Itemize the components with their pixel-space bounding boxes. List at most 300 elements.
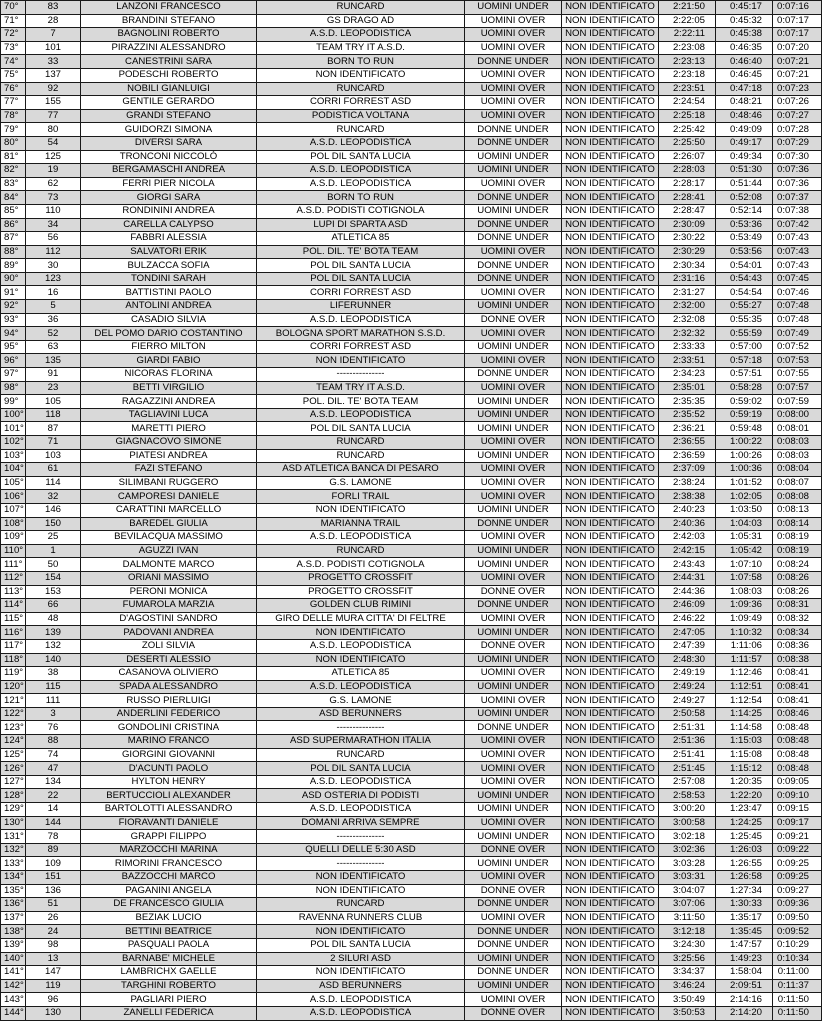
cell-team: POL. DIL. TE' BOTA TEAM	[257, 245, 465, 259]
cell-team: MARIANNA TRAIL	[257, 517, 465, 531]
cell-category: DONNE UNDER	[465, 966, 562, 980]
cell-finish-time: 2:58:53	[659, 789, 716, 803]
cell-gap-time: 1:26:03	[716, 843, 773, 857]
cell-pace: 0:08:03	[773, 449, 822, 463]
cell-subcategory: NON IDENTIFICATO	[562, 259, 659, 273]
cell-pace: 0:07:30	[773, 150, 822, 164]
cell-pace: 0:08:08	[773, 490, 822, 504]
cell-gap-time: 1:23:47	[716, 803, 773, 817]
cell-athlete-name: NICORAS FLORINA	[81, 368, 257, 382]
cell-athlete-name: CANESTRINI SARA	[81, 55, 257, 69]
cell-bib: 14	[26, 803, 81, 817]
cell-subcategory: NON IDENTIFICATO	[562, 571, 659, 585]
cell-category: UOMINI OVER	[465, 476, 562, 490]
cell-position: 90°	[1, 272, 26, 286]
table-row	[1, 721, 822, 735]
table-row	[1, 272, 822, 286]
cell-bib: 7	[26, 28, 81, 42]
cell-position: 75°	[1, 68, 26, 82]
cell-pace: 0:10:29	[773, 938, 822, 952]
cell-pace: 0:09:36	[773, 898, 822, 912]
cell-subcategory: NON IDENTIFICATO	[562, 381, 659, 395]
cell-finish-time: 2:57:08	[659, 775, 716, 789]
cell-category: UOMINI UNDER	[465, 150, 562, 164]
cell-gap-time: 1:14:58	[716, 721, 773, 735]
cell-subcategory: NON IDENTIFICATO	[562, 82, 659, 96]
cell-subcategory: NON IDENTIFICATO	[562, 762, 659, 776]
cell-category: UOMINI OVER	[465, 41, 562, 55]
cell-position: 116°	[1, 626, 26, 640]
cell-bib: 119	[26, 979, 81, 993]
cell-gap-time: 0:53:56	[716, 245, 773, 259]
table-row	[1, 245, 822, 259]
cell-bib: 98	[26, 938, 81, 952]
cell-athlete-name: TRONCONI NICCOLÒ	[81, 150, 257, 164]
cell-subcategory: NON IDENTIFICATO	[562, 476, 659, 490]
cell-subcategory: NON IDENTIFICATO	[562, 952, 659, 966]
table-row	[1, 503, 822, 517]
cell-bib: 118	[26, 408, 81, 422]
cell-pace: 0:07:49	[773, 327, 822, 341]
cell-team: TEAM TRY IT A.S.D.	[257, 381, 465, 395]
table-row	[1, 123, 822, 137]
cell-gap-time: 0:54:01	[716, 259, 773, 273]
cell-bib: 132	[26, 639, 81, 653]
cell-team: BORN TO RUN	[257, 55, 465, 69]
cell-subcategory: NON IDENTIFICATO	[562, 938, 659, 952]
table-row	[1, 436, 822, 450]
cell-gap-time: 1:15:08	[716, 748, 773, 762]
cell-athlete-name: GRAPPI FILIPPO	[81, 830, 257, 844]
table-row	[1, 490, 822, 504]
cell-bib: 80	[26, 123, 81, 137]
cell-position: 95°	[1, 340, 26, 354]
cell-team: RUNCARD	[257, 449, 465, 463]
cell-category: DONNE UNDER	[465, 191, 562, 205]
cell-gap-time: 1:26:55	[716, 857, 773, 871]
cell-gap-time: 0:55:35	[716, 313, 773, 327]
cell-gap-time: 1:10:32	[716, 626, 773, 640]
cell-position: 141°	[1, 966, 26, 980]
cell-athlete-name: BARTOLOTTI ALESSANDRO	[81, 803, 257, 817]
cell-bib: 137	[26, 68, 81, 82]
cell-team: RUNCARD	[257, 898, 465, 912]
cell-finish-time: 2:30:22	[659, 232, 716, 246]
cell-athlete-name: LAMBRICHX GAELLE	[81, 966, 257, 980]
cell-athlete-name: FIORAVANTI DANIELE	[81, 816, 257, 830]
cell-subcategory: NON IDENTIFICATO	[562, 789, 659, 803]
cell-athlete-name: SALVATORI ERIK	[81, 245, 257, 259]
cell-subcategory: NON IDENTIFICATO	[562, 340, 659, 354]
cell-team: ATLETICA 85	[257, 667, 465, 681]
cell-bib: 61	[26, 463, 81, 477]
cell-finish-time: 3:12:18	[659, 925, 716, 939]
cell-finish-time: 2:35:52	[659, 408, 716, 422]
cell-bib: 101	[26, 41, 81, 55]
cell-gap-time: 1:11:57	[716, 653, 773, 667]
cell-subcategory: NON IDENTIFICATO	[562, 612, 659, 626]
cell-gap-time: 1:07:10	[716, 558, 773, 572]
cell-gap-time: 0:52:08	[716, 191, 773, 205]
cell-position: 120°	[1, 680, 26, 694]
cell-pace: 0:08:48	[773, 762, 822, 776]
cell-pace: 0:08:36	[773, 639, 822, 653]
cell-finish-time: 2:30:09	[659, 218, 716, 232]
table-row	[1, 14, 822, 28]
cell-gap-time: 0:55:27	[716, 300, 773, 314]
cell-athlete-name: BERTUCCIOLI ALEXANDER	[81, 789, 257, 803]
cell-category: UOMINI UNDER	[465, 1, 562, 15]
cell-category: UOMINI OVER	[465, 762, 562, 776]
cell-category: DONNE UNDER	[465, 517, 562, 531]
cell-gap-time: 0:55:59	[716, 327, 773, 341]
cell-team: A.S.D. LEOPODISTICA	[257, 28, 465, 42]
cell-pace: 0:08:48	[773, 748, 822, 762]
cell-team: GIRO DELLE MURA CITTA' DI FELTRE	[257, 612, 465, 626]
table-row	[1, 1006, 822, 1020]
cell-category: UOMINI OVER	[465, 871, 562, 885]
table-row	[1, 408, 822, 422]
cell-athlete-name: TONDINI SARAH	[81, 272, 257, 286]
cell-category: UOMINI UNDER	[465, 164, 562, 178]
cell-bib: 36	[26, 313, 81, 327]
cell-gap-time: 1:26:58	[716, 871, 773, 885]
cell-position: 143°	[1, 993, 26, 1007]
cell-bib: 47	[26, 762, 81, 776]
cell-category: UOMINI OVER	[465, 490, 562, 504]
cell-position: 124°	[1, 735, 26, 749]
cell-bib: 130	[26, 1006, 81, 1020]
cell-team: NON IDENTIFICATO	[257, 503, 465, 517]
cell-team: NON IDENTIFICATO	[257, 626, 465, 640]
cell-pace: 0:08:38	[773, 653, 822, 667]
cell-gap-time: 1:03:50	[716, 503, 773, 517]
cell-bib: 23	[26, 381, 81, 395]
cell-team: A.S.D. LEOPODISTICA	[257, 408, 465, 422]
cell-finish-time: 2:33:51	[659, 354, 716, 368]
cell-pace: 0:07:52	[773, 340, 822, 354]
cell-bib: 147	[26, 966, 81, 980]
cell-position: 131°	[1, 830, 26, 844]
cell-finish-time: 2:32:00	[659, 300, 716, 314]
cell-finish-time: 2:36:55	[659, 436, 716, 450]
cell-subcategory: NON IDENTIFICATO	[562, 150, 659, 164]
cell-pace: 0:07:46	[773, 286, 822, 300]
cell-position: 118°	[1, 653, 26, 667]
cell-finish-time: 2:35:35	[659, 395, 716, 409]
cell-gap-time: 0:49:17	[716, 136, 773, 150]
cell-category: UOMINI UNDER	[465, 789, 562, 803]
cell-subcategory: NON IDENTIFICATO	[562, 55, 659, 69]
cell-athlete-name: FERRI PIER NICOLA	[81, 177, 257, 191]
cell-pace: 0:09:27	[773, 884, 822, 898]
cell-bib: 92	[26, 82, 81, 96]
table-row	[1, 422, 822, 436]
cell-team: ---------------	[257, 368, 465, 382]
cell-position: 121°	[1, 694, 26, 708]
cell-gap-time: 1:22:20	[716, 789, 773, 803]
cell-team: ATLETICA 85	[257, 232, 465, 246]
cell-team: A.S.D. LEOPODISTICA	[257, 639, 465, 653]
cell-category: DONNE UNDER	[465, 55, 562, 69]
cell-category: UOMINI UNDER	[465, 626, 562, 640]
cell-finish-time: 3:03:28	[659, 857, 716, 871]
cell-bib: 1	[26, 544, 81, 558]
cell-finish-time: 2:26:07	[659, 150, 716, 164]
cell-category: UOMINI UNDER	[465, 680, 562, 694]
cell-position: 115°	[1, 612, 26, 626]
cell-team: PROGETTO CROSSFIT	[257, 585, 465, 599]
cell-subcategory: NON IDENTIFICATO	[562, 667, 659, 681]
cell-bib: 25	[26, 531, 81, 545]
cell-category: UOMINI OVER	[465, 463, 562, 477]
cell-subcategory: NON IDENTIFICATO	[562, 993, 659, 1007]
cell-position: 144°	[1, 1006, 26, 1020]
cell-category: UOMINI OVER	[465, 286, 562, 300]
table-row	[1, 707, 822, 721]
cell-bib: 87	[26, 422, 81, 436]
cell-athlete-name: D'AGOSTINI SANDRO	[81, 612, 257, 626]
cell-bib: 96	[26, 993, 81, 1007]
cell-position: 86°	[1, 218, 26, 232]
cell-gap-time: 0:51:30	[716, 164, 773, 178]
cell-position: 113°	[1, 585, 26, 599]
cell-subcategory: NON IDENTIFICATO	[562, 28, 659, 42]
cell-position: 73°	[1, 41, 26, 55]
cell-category: UOMINI OVER	[465, 436, 562, 450]
cell-bib: 3	[26, 707, 81, 721]
cell-category: DONNE UNDER	[465, 136, 562, 150]
cell-pace: 0:07:59	[773, 395, 822, 409]
cell-pace: 0:10:34	[773, 952, 822, 966]
cell-category: DONNE UNDER	[465, 123, 562, 137]
cell-athlete-name: GIAGNACOVO SIMONE	[81, 436, 257, 450]
cell-bib: 54	[26, 136, 81, 150]
cell-athlete-name: RAGAZZINI ANDREA	[81, 395, 257, 409]
cell-bib: 154	[26, 571, 81, 585]
cell-category: UOMINI OVER	[465, 993, 562, 1007]
cell-position: 139°	[1, 938, 26, 952]
cell-pace: 0:08:01	[773, 422, 822, 436]
cell-subcategory: NON IDENTIFICATO	[562, 232, 659, 246]
cell-gap-time: 2:09:51	[716, 979, 773, 993]
cell-position: 108°	[1, 517, 26, 531]
cell-bib: 74	[26, 748, 81, 762]
cell-finish-time: 2:28:41	[659, 191, 716, 205]
cell-position: 133°	[1, 857, 26, 871]
cell-finish-time: 2:32:32	[659, 327, 716, 341]
cell-team: TEAM TRY IT A.S.D.	[257, 41, 465, 55]
cell-finish-time: 2:28:17	[659, 177, 716, 191]
cell-subcategory: NON IDENTIFICATO	[562, 449, 659, 463]
cell-position: 98°	[1, 381, 26, 395]
table-row	[1, 694, 822, 708]
cell-category: UOMINI OVER	[465, 354, 562, 368]
cell-subcategory: NON IDENTIFICATO	[562, 1, 659, 15]
table-row	[1, 585, 822, 599]
cell-gap-time: 0:59:19	[716, 408, 773, 422]
cell-athlete-name: GIORGI SARA	[81, 191, 257, 205]
cell-bib: 88	[26, 735, 81, 749]
table-row	[1, 898, 822, 912]
cell-subcategory: NON IDENTIFICATO	[562, 463, 659, 477]
cell-subcategory: NON IDENTIFICATO	[562, 544, 659, 558]
cell-position: 70°	[1, 1, 26, 15]
table-row	[1, 259, 822, 273]
cell-team: RUNCARD	[257, 1, 465, 15]
cell-athlete-name: BATTISTINI PAOLO	[81, 286, 257, 300]
cell-pace: 0:09:25	[773, 857, 822, 871]
cell-pace: 0:07:48	[773, 300, 822, 314]
cell-finish-time: 2:42:15	[659, 544, 716, 558]
cell-athlete-name: GIARDI FABIO	[81, 354, 257, 368]
cell-pace: 0:07:45	[773, 272, 822, 286]
cell-bib: 123	[26, 272, 81, 286]
cell-bib: 153	[26, 585, 81, 599]
cell-gap-time: 0:49:09	[716, 123, 773, 137]
cell-team: ---------------	[257, 830, 465, 844]
cell-pace: 0:11:50	[773, 1006, 822, 1020]
cell-subcategory: NON IDENTIFICATO	[562, 395, 659, 409]
cell-pace: 0:07:17	[773, 14, 822, 28]
cell-team: POL DIL SANTA LUCIA	[257, 272, 465, 286]
cell-pace: 0:08:31	[773, 599, 822, 613]
cell-category: UOMINI OVER	[465, 68, 562, 82]
cell-bib: 52	[26, 327, 81, 341]
cell-gap-time: 0:51:44	[716, 177, 773, 191]
cell-team: CORRI FORREST ASD	[257, 286, 465, 300]
cell-finish-time: 2:21:50	[659, 1, 716, 15]
cell-bib: 19	[26, 164, 81, 178]
cell-category: UOMINI UNDER	[465, 653, 562, 667]
cell-bib: 56	[26, 232, 81, 246]
cell-team: NON IDENTIFICATO	[257, 871, 465, 885]
table-row	[1, 449, 822, 463]
cell-gap-time: 1:24:25	[716, 816, 773, 830]
cell-athlete-name: CASANOVA OLIVIERO	[81, 667, 257, 681]
cell-position: 87°	[1, 232, 26, 246]
cell-finish-time: 2:23:08	[659, 41, 716, 55]
cell-athlete-name: CARELLA CALYPSO	[81, 218, 257, 232]
cell-finish-time: 2:49:19	[659, 667, 716, 681]
cell-position: 94°	[1, 327, 26, 341]
cell-athlete-name: ZOLI SILVIA	[81, 639, 257, 653]
cell-athlete-name: PASQUALI PAOLA	[81, 938, 257, 952]
cell-bib: 30	[26, 259, 81, 273]
cell-team: FORLI TRAIL	[257, 490, 465, 504]
cell-position: 134°	[1, 871, 26, 885]
table-row	[1, 639, 822, 653]
cell-pace: 0:07:20	[773, 41, 822, 55]
cell-position: 106°	[1, 490, 26, 504]
cell-finish-time: 3:04:07	[659, 884, 716, 898]
cell-athlete-name: ORIANI MASSIMO	[81, 571, 257, 585]
cell-finish-time: 2:40:23	[659, 503, 716, 517]
cell-gap-time: 0:53:36	[716, 218, 773, 232]
table-row	[1, 626, 822, 640]
cell-athlete-name: DALMONTE MARCO	[81, 558, 257, 572]
table-row	[1, 871, 822, 885]
cell-pace: 0:07:43	[773, 245, 822, 259]
cell-pace: 0:07:38	[773, 204, 822, 218]
table-row	[1, 136, 822, 150]
cell-gap-time: 1:08:03	[716, 585, 773, 599]
cell-position: 71°	[1, 14, 26, 28]
table-row	[1, 476, 822, 490]
cell-gap-time: 1:35:45	[716, 925, 773, 939]
cell-bib: 115	[26, 680, 81, 694]
cell-bib: 110	[26, 204, 81, 218]
cell-gap-time: 1:12:51	[716, 680, 773, 694]
cell-bib: 26	[26, 911, 81, 925]
cell-category: UOMINI UNDER	[465, 830, 562, 844]
table-row	[1, 680, 822, 694]
cell-category: UOMINI OVER	[465, 245, 562, 259]
cell-finish-time: 2:25:50	[659, 136, 716, 150]
cell-position: 104°	[1, 463, 26, 477]
cell-finish-time: 3:03:31	[659, 871, 716, 885]
cell-position: 128°	[1, 789, 26, 803]
cell-team: BOLOGNA SPORT MARATHON S.S.D.	[257, 327, 465, 341]
cell-pace: 0:07:23	[773, 82, 822, 96]
cell-subcategory: NON IDENTIFICATO	[562, 123, 659, 137]
cell-bib: 50	[26, 558, 81, 572]
cell-gap-time: 1:09:36	[716, 599, 773, 613]
cell-bib: 22	[26, 789, 81, 803]
cell-pace: 0:07:43	[773, 259, 822, 273]
cell-category: UOMINI OVER	[465, 327, 562, 341]
cell-position: 101°	[1, 422, 26, 436]
cell-subcategory: NON IDENTIFICATO	[562, 911, 659, 925]
cell-pace: 0:07:36	[773, 177, 822, 191]
table-row	[1, 558, 822, 572]
cell-finish-time: 2:47:05	[659, 626, 716, 640]
cell-team: A.S.D. PODISTI COTIGNOLA	[257, 204, 465, 218]
cell-category: UOMINI OVER	[465, 82, 562, 96]
cell-pace: 0:09:52	[773, 925, 822, 939]
cell-pace: 0:08:14	[773, 517, 822, 531]
cell-subcategory: NON IDENTIFICATO	[562, 191, 659, 205]
cell-gap-time: 0:59:02	[716, 395, 773, 409]
cell-pace: 0:07:26	[773, 96, 822, 110]
cell-athlete-name: PADOVANI ANDREA	[81, 626, 257, 640]
cell-gap-time: 0:46:45	[716, 68, 773, 82]
cell-subcategory: NON IDENTIFICATO	[562, 14, 659, 28]
cell-finish-time: 3:00:20	[659, 803, 716, 817]
cell-position: 142°	[1, 979, 26, 993]
cell-bib: 63	[26, 340, 81, 354]
cell-position: 88°	[1, 245, 26, 259]
table-row	[1, 571, 822, 585]
cell-bib: 136	[26, 884, 81, 898]
cell-category: DONNE OVER	[465, 884, 562, 898]
cell-gap-time: 1:07:58	[716, 571, 773, 585]
cell-team: ASD BERUNNERS	[257, 707, 465, 721]
cell-finish-time: 3:46:24	[659, 979, 716, 993]
cell-team: PROGETTO CROSSFIT	[257, 571, 465, 585]
cell-athlete-name: BARNABE' MICHELE	[81, 952, 257, 966]
cell-subcategory: NON IDENTIFICATO	[562, 286, 659, 300]
cell-athlete-name: SILIMBANI RUGGERO	[81, 476, 257, 490]
cell-finish-time: 2:35:01	[659, 381, 716, 395]
cell-category: UOMINI UNDER	[465, 408, 562, 422]
cell-finish-time: 2:28:47	[659, 204, 716, 218]
cell-gap-time: 0:53:49	[716, 232, 773, 246]
cell-category: UOMINI OVER	[465, 96, 562, 110]
cell-pace: 0:07:48	[773, 313, 822, 327]
cell-category: UOMINI UNDER	[465, 979, 562, 993]
cell-team: DOMANI ARRIVA SEMPRE	[257, 816, 465, 830]
